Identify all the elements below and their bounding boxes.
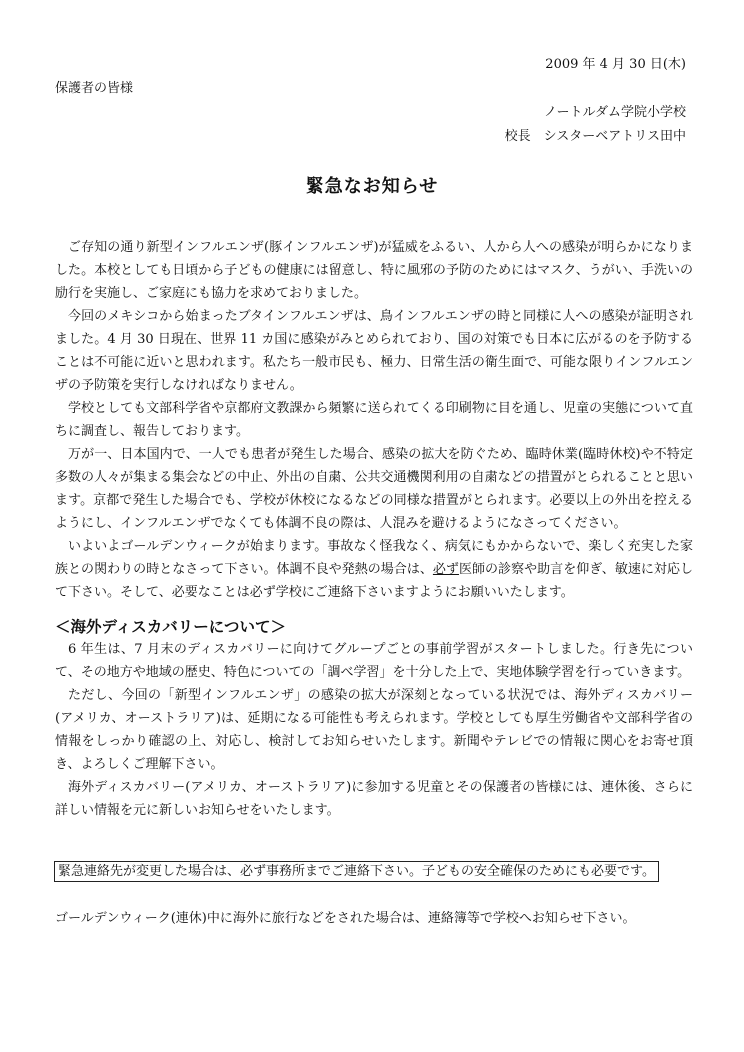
- footer-note: ゴールデンウィーク(連休)中に海外に旅行などをされた場合は、連絡簿等で学校へお知らせ下さい。: [55, 911, 636, 926]
- principal-name: 校長 シスターベアトリス田中: [504, 129, 686, 144]
- section-body: [55, 638, 693, 822]
- school-name: ノートルダム学院小学校: [543, 105, 686, 120]
- paragraph-5-after: 医師の診察や助言を仰ぎ、敏速に対応して下さい。そして、必要なことは必ず学校にご連絡下さいますようにお願いいたします。: [55, 562, 693, 600]
- paragraph-5-before: いよいよゴールデンウィークが始まります。事故なく怪我なく、病気にもかからないで、楽しく充実した家族との関わりの時となさって下さい。体調不良や発熱の場合は、: [55, 539, 694, 577]
- section-paragraph-2: ただし、今回の「新型インフルエンザ」の感染の拡大が深刻となっている状況では、海外ディスカバリー(アメリカ、オーストラリア)は、延期になる可能性も考えられます。学校としても厚生労働省や文部科学省の情報をしっかり確認の上、対応し、検討してお知らせいたします。新聞やテレビでの情報に関心をお寄せ頂き、よろしくご理解下さい。: [55, 688, 693, 772]
- recipient-line: 保護者の皆様: [55, 81, 134, 96]
- letter-date: 2009 年 4 月 30 日(木): [545, 57, 686, 72]
- body-paragraph-2: 今回のメキシコから始まったブタインフルエンザは、鳥インフルエンザの時と同様に人への感染が証明されました。4 月 30 日現在、世界 11 カ国に感染がみとめられており、国の対策でも日本に広がるのを予防することは不可能に近いと思われます。私たち一般市民も、極力、日常生活の衛生面で、可能な限りインフルエンザの予防策を実行しなければなりません。: [55, 309, 693, 393]
- body-paragraph-1: ご存知の通り新型インフルエンザ(豚インフルエンザ)が猛威をふるい、人から人への感染が明らかになりました。本校としても日頃から子どもの健康には留意し、特に風邪の予防のためにはマスク、うがい、手洗いの励行を実施し、ご家庭にも協力を求めておりました。: [55, 240, 693, 301]
- underlined-emphasis: 必ず: [432, 562, 459, 577]
- body-paragraph-4: 万が一、日本国内で、一人でも患者が発生した場合、感染の拡大を防ぐため、臨時休業(臨時休校)や不特定多数の人々が集まる集会などの中止、外出の自粛、公共交通機関利用の自粛などの措置がとられることと思います。京都で発生した場合でも、学校が休校になるなどの同様な措置がとられます。必要以上の外出を控えるようにし、インフルエンザでなくても体調不良の際は、人混みを避けるようになさってください。: [55, 447, 693, 531]
- section-heading: ＜海外ディスカバリーについて＞: [55, 617, 286, 636]
- body-paragraph-3: 学校としても文部科学省や京都府文教課から頻繁に送られてくる印刷物に目を通し、児童の実態について直ちに調査し、報告しております。: [55, 401, 693, 439]
- page-title: 緊急なお知らせ: [305, 176, 439, 197]
- body-paragraph-5: [55, 535, 693, 604]
- section-paragraph-1: 6 年生は、7 月末のディスカバリーに向けてグループごとの事前学習がスタートしました。行き先について、その地方や地域の歴史、特色についての「調べ学習」を十分した上で、実地体験学習を行っていきます。: [55, 642, 693, 680]
- emergency-contact-notice: 緊急連絡先が変更した場合は、必ず事務所までご連絡下さい。子どもの安全確保のためにも必要です。: [54, 861, 659, 882]
- main-body: [55, 236, 693, 604]
- section-paragraph-3: 海外ディスカバリー(アメリカ、オーストラリア)に参加する児童とその保護者の皆様には、連休後、さらに詳しい情報を元に新しいお知らせをいたします。: [55, 780, 693, 818]
